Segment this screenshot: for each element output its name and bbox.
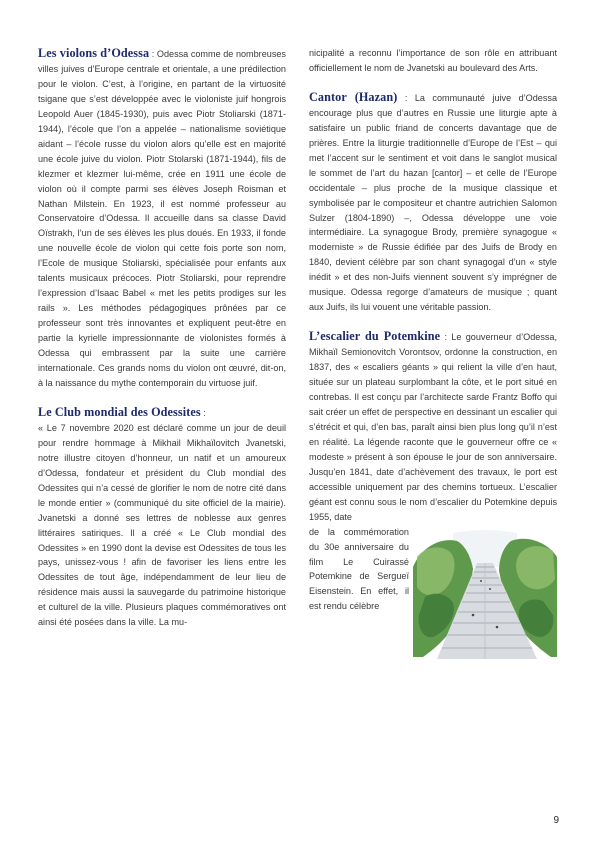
right-column: [309, 46, 557, 798]
figure: [472, 613, 475, 616]
figure: [496, 625, 499, 628]
section-violons-body: Odessa comme de nombreuses villes juives d’Europe centrale et orientale, a une prédilection pour le violon. C’est, à l’origine, en partant de la virtuosité tsigane que s’est développée avec le violoniste juif hongrois Leopold Auer (1845-1930), puis avec Piotr Stoliarski (1871-1944), l’école que l’on a appelée – nationalisme soviétique aidant – l’école russe du violon alors qu’elle est en majorité une école juive du violon. Piotr Stolarski (1871-1944), fils de klezmer et klezmer lui-même, crée en 1911 une école de violon où il compte parmi ses élèves Joseph Roisman et Nathan Milstein. En 1923, il est nommé professeur au Conservatoire d’Odessa. Il accueille dans sa classe David Oïstrakh, l’un de ses élèves les plus doués. En 1933, il fonde une nouvelle école de violon qui cette fois porte son nom, l’Ecole de musique Stoliarski, spécialisée pour enfants aux talents musicaux précoces. Piotr Stoliarski, pour reprendre l’expression d’Isaac Babel « met les petits prodiges sur les rails ». Les méthodes pédagogiques prônées par ce professeur sont très innovantes et expliquent peut-être en partie la kyrielle impressionnante de violonistes formés à Odessa qui embrassent par la suite une carrière internationale. Ces grands noms du violon ont œuvré, dit-on, à la naissance du mythe contemporain du virtuose juif.: [38, 49, 286, 388]
section-club-body: « Le 7 novembre 2020 est déclaré comme un jour de deuil pour rendre hommage à Mikhail Mikhaïlovitch Jvanetski, notre illustre citoyen d’honneur, un natif et un amoureux d’Odessa, fondateur et président du Club mondial des Odessites qui n’a cessé de glorifier le nom de notre cité dans le monde entier » (communiqué du site officiel de la mairie). Jvanetski a donné ses lettres de noblesse aux genres littéraires satiriques. Il a créé « Le Club mondial des Odessites » en 1990 dont la devise est Odessites de tous les pays, unissez-vous ! afin de favoriser les liens entre les Odessites de tout âge, indépendamment de leur lieu de résidence mais aussi la sauvegarde du patrimoine historique et culturel de la ville. Plusieurs plaques commémoratives ont ainsi été posées dans la ville. La mu-: [38, 422, 286, 628]
heading-colon: :: [200, 407, 206, 418]
section-cantor-paragraph: [309, 90, 557, 315]
section-potemkine-heading: L’escalier du Potemkine: [309, 329, 441, 344]
section-potemkine-paragraph: [309, 329, 557, 524]
club-continuation-text: nicipalité a reconnu l’importance de son rôle en attribuant officiellement le nom de Jvanetski au boulevard des Arts.: [309, 48, 557, 73]
section-club-heading-line: [38, 405, 286, 421]
club-continuation: [309, 46, 557, 76]
section-cantor: [309, 90, 557, 315]
figure: [489, 588, 491, 590]
potemkine-staircase-illustration: [413, 527, 557, 659]
left-column: [38, 46, 286, 798]
section-potemkine: [309, 329, 557, 658]
section-violons: [38, 46, 286, 391]
figure: [480, 580, 482, 582]
section-potemkine-body: Le gouverneur d’Odessa, Mikhaïl Semionovitch Vorontsov, ordonne la construction, en 1837, des « escaliers géants » qui relient la ville d’en haut, située sur un plateau surplombant la côte, et le port situé en contrebas. Il est conçu par l’architecte sarde Frantz Boffo qui sait créer un effet de perspective en dessinant un escalier qui s’étrécit et qui, d’en bas, paraît ainsi bien plus long qu’il n’est en réalité. La légende raconte que le gouverneur offre ce « modeste » présent à son épouse le jour de son anniversaire. Jusqu’en 1841, date d’achèvement des travaux, le port est accessible uniquement par des chemins tortueux. L’escalier géant est connu sous le nom d’escalier du Potemkine depuis 1955, date: [309, 332, 557, 522]
heading-colon: :: [440, 332, 447, 343]
potemkine-illustration-row: [309, 525, 557, 659]
section-potemkine-body-continued: de la commémoration du 30e anniversaire du film Le Cuirassé Potemkine de Sergueï Eisenstein. En effet, il est rendu célèbre: [309, 526, 409, 612]
section-violons-paragraph: [38, 46, 286, 391]
section-cantor-heading: Cantor (Hazan): [309, 89, 398, 104]
page-number: 9: [553, 815, 559, 826]
heading-colon: :: [149, 49, 155, 59]
section-cantor-body: La communauté juive d’Odessa encourage plus que d’autres en Russie une liturgie apte à satisfaire un public friand de concerts davantage que de prières. Entre la liturgie traditionnelle d’Europe de l’Est – qui met l’accent sur le sentiment et voit dans le sanglot musical le sommet de l’art du hazan [cantor] – et celle de l’Europe occidentale – plus proche de la musique classique et symbolisée par le compositeur et chantre autrichien Salomon Sulzer (1804-1890) –, Odessa développe une voie intermédiaire. La synagogue Brody, première synagogue « moderniste » de Russie édifiée par des Juifs de Brody en 1840, devient célèbre par son chant synagogal d’un « style inédit » et des non-Juifs viennent souvent s’y imprégner de musique. Odessa regorge d’amateurs de musique ; quant aux Juifs, ils lui vouent une véritable passion.: [309, 92, 557, 313]
heading-colon: :: [397, 92, 408, 103]
section-club-heading: Le Club mondial des Odessites: [38, 404, 201, 419]
section-club: [38, 405, 286, 630]
section-violons-heading: Les violons d’Odessa: [38, 46, 150, 60]
